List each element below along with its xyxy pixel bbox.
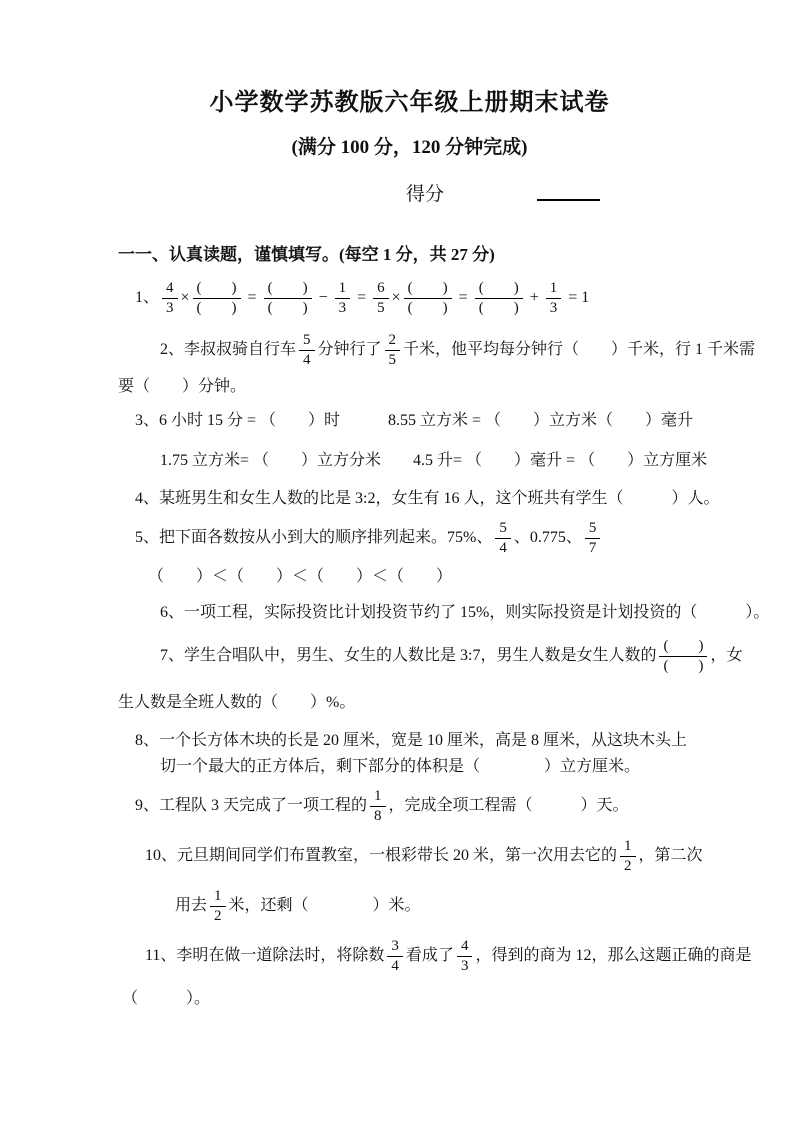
text-segment: 、0.775、: [513, 529, 582, 546]
fraction-denominator: 7: [588, 539, 597, 556]
text-segment: =: [454, 289, 472, 306]
fraction-numerator: 1: [335, 279, 351, 299]
problem-3-line-2: 1.75 立方米= （ ）立方分米 4.5 升= （ ）毫升 = （ ）立方厘米: [160, 452, 708, 469]
text-segment: 7、学生合唱队中，男生、女生的人数比是 3:7，男生人数是女生人数的: [160, 647, 657, 664]
fraction: [404, 279, 452, 318]
problem-8-line-1: 8、一个长方体木块的长是 20 厘米，宽是 10 厘米，高是 8 厘米，从这块木头上: [135, 732, 688, 749]
fraction: [335, 279, 351, 318]
text-segment: ，女: [710, 647, 743, 664]
text-segment: 看成了: [405, 947, 454, 964]
fraction: [659, 637, 707, 676]
problem-10-line-2: [118, 881, 701, 931]
fraction-denominator: ( ): [267, 299, 308, 316]
fraction-denominator: ( ): [478, 299, 519, 316]
problem-2-line-2: 要（ ）分钟。: [118, 378, 247, 395]
fraction: [373, 279, 389, 318]
fraction-denominator: 4: [391, 957, 399, 974]
section-heading: 一一、认真读题，谨慎填写。(每空 1 分，共 27 分): [118, 245, 495, 264]
text-segment: 分钟行了: [317, 341, 382, 358]
problem-3-line-1: 3、6 小时 15 分 = （ ）时 8.55 立方米 = （ ）立方米（ ）毫升: [135, 412, 694, 429]
problem-2-line-1: [118, 325, 756, 375]
fraction-numerator: 5: [585, 519, 601, 539]
fraction-denominator: 2: [214, 907, 222, 924]
fraction-numerator: 5: [299, 331, 315, 351]
problem-7-line-2: 生人数是全班人数的（ ）%。: [118, 694, 356, 711]
fraction-numerator: ( ): [264, 279, 312, 299]
fraction-denominator: 3: [549, 299, 558, 316]
problem-6-line-1: 6、一项工程，实际投资比计划投资节约了 15%，则实际投资是计划投资的（ ）。: [160, 604, 770, 621]
text-segment: +: [525, 289, 543, 306]
problem-7-line-1: [118, 631, 743, 681]
problem-9-line-1: [118, 781, 701, 831]
fraction-denominator: 3: [166, 299, 174, 316]
page-title: 小学数学苏教版六年级上册期末试卷: [209, 90, 610, 116]
text-segment: 米，还剩（ ）米。: [228, 897, 421, 914]
fraction: [457, 937, 473, 976]
text-segment: 千米，他平均每分钟行（ ）千米，行 1 千米需: [403, 341, 756, 358]
fraction-numerator: 5: [495, 519, 511, 539]
fraction-denominator: 4: [303, 351, 311, 368]
fraction: [299, 331, 315, 370]
fraction-denominator: 4: [499, 539, 507, 556]
fraction-numerator: 1: [210, 887, 226, 907]
fraction: [193, 279, 241, 318]
problem-10-line-1: [118, 831, 701, 881]
fraction: [495, 519, 511, 558]
text-segment: ×: [391, 289, 401, 306]
fraction: [585, 519, 601, 558]
fraction: [385, 331, 401, 370]
fraction-denominator: ( ): [407, 299, 448, 316]
fraction: [475, 279, 523, 318]
problem-11-line-1: [118, 931, 752, 981]
problem-5-line-2: （ ）＜（ ）＜（ ）＜（ ）: [148, 568, 453, 585]
fraction-denominator: 5: [377, 299, 385, 316]
text-segment: ×: [180, 289, 190, 306]
text-segment: = 1: [564, 289, 590, 306]
fraction: [620, 837, 636, 876]
fraction: [546, 279, 562, 318]
text-segment: 1、: [135, 289, 160, 306]
fraction-numerator: 4: [162, 279, 178, 299]
text-segment: 5、把下面各数按从小到大的顺序排列起来。75%、: [135, 529, 493, 546]
text-segment: 9、工程队 3 天完成了一项工程的: [135, 797, 368, 814]
fraction: [387, 937, 403, 976]
text-segment: 2、李叔叔骑自行车: [160, 341, 297, 358]
fraction-denominator: 3: [338, 299, 347, 316]
fraction-denominator: ( ): [196, 299, 237, 316]
fraction-numerator: 1: [620, 837, 636, 857]
text-segment: 11、李明在做一道除法时，将除数: [145, 947, 385, 964]
fraction: [370, 787, 386, 826]
fraction-denominator: 2: [624, 857, 632, 874]
fraction-denominator: 5: [388, 351, 397, 368]
problem-11-line-2: （ ）。: [122, 990, 211, 1007]
text-segment: ，第二次: [638, 847, 703, 864]
fraction-numerator: 3: [387, 937, 403, 957]
problem-5-line-1: [118, 513, 701, 563]
fraction-denominator: 8: [374, 807, 382, 824]
fraction-numerator: 2: [385, 331, 401, 351]
fraction-numerator: 4: [457, 937, 473, 957]
text-segment: 10、元旦期间同学们布置教室，一根彩带长 20 米，第一次用去它的: [145, 847, 618, 864]
fraction-denominator: ( ): [663, 657, 704, 674]
score-blank-line: [537, 199, 600, 201]
text-segment: =: [243, 289, 261, 306]
fraction-numerator: 1: [546, 279, 562, 299]
fraction: [264, 279, 312, 318]
fraction-numerator: 6: [373, 279, 389, 299]
fraction-numerator: ( ): [475, 279, 523, 299]
problem-8-line-2: 切一个最大的正方体后，剩下部分的体积是（ ）立方厘米。: [160, 758, 641, 775]
problem-4-line-1: 4、某班男生和女生人数的比是 3:2，女生有 16 人，这个班共有学生（ ）人。: [135, 490, 720, 507]
fraction-numerator: 1: [370, 787, 386, 807]
text-segment: 用去: [175, 897, 208, 914]
score-label: 得分: [406, 184, 445, 205]
text-segment: ，完成全项工程需（ ）天。: [388, 797, 629, 814]
fraction-numerator: ( ): [659, 637, 707, 657]
text-segment: ，得到的商为 12，那么这题正确的商是: [475, 947, 752, 964]
text-segment: =: [353, 289, 371, 306]
score-row: [118, 179, 701, 209]
fraction-denominator: 3: [460, 957, 469, 974]
fraction: [162, 279, 178, 318]
fraction-numerator: ( ): [404, 279, 452, 299]
exam-subtitle: (满分 100 分，120 分钟完成): [291, 137, 528, 158]
fraction: [210, 887, 226, 926]
problem-1-line-1: [118, 273, 701, 323]
text-segment: −: [314, 289, 332, 306]
fraction-numerator: ( ): [193, 279, 241, 299]
